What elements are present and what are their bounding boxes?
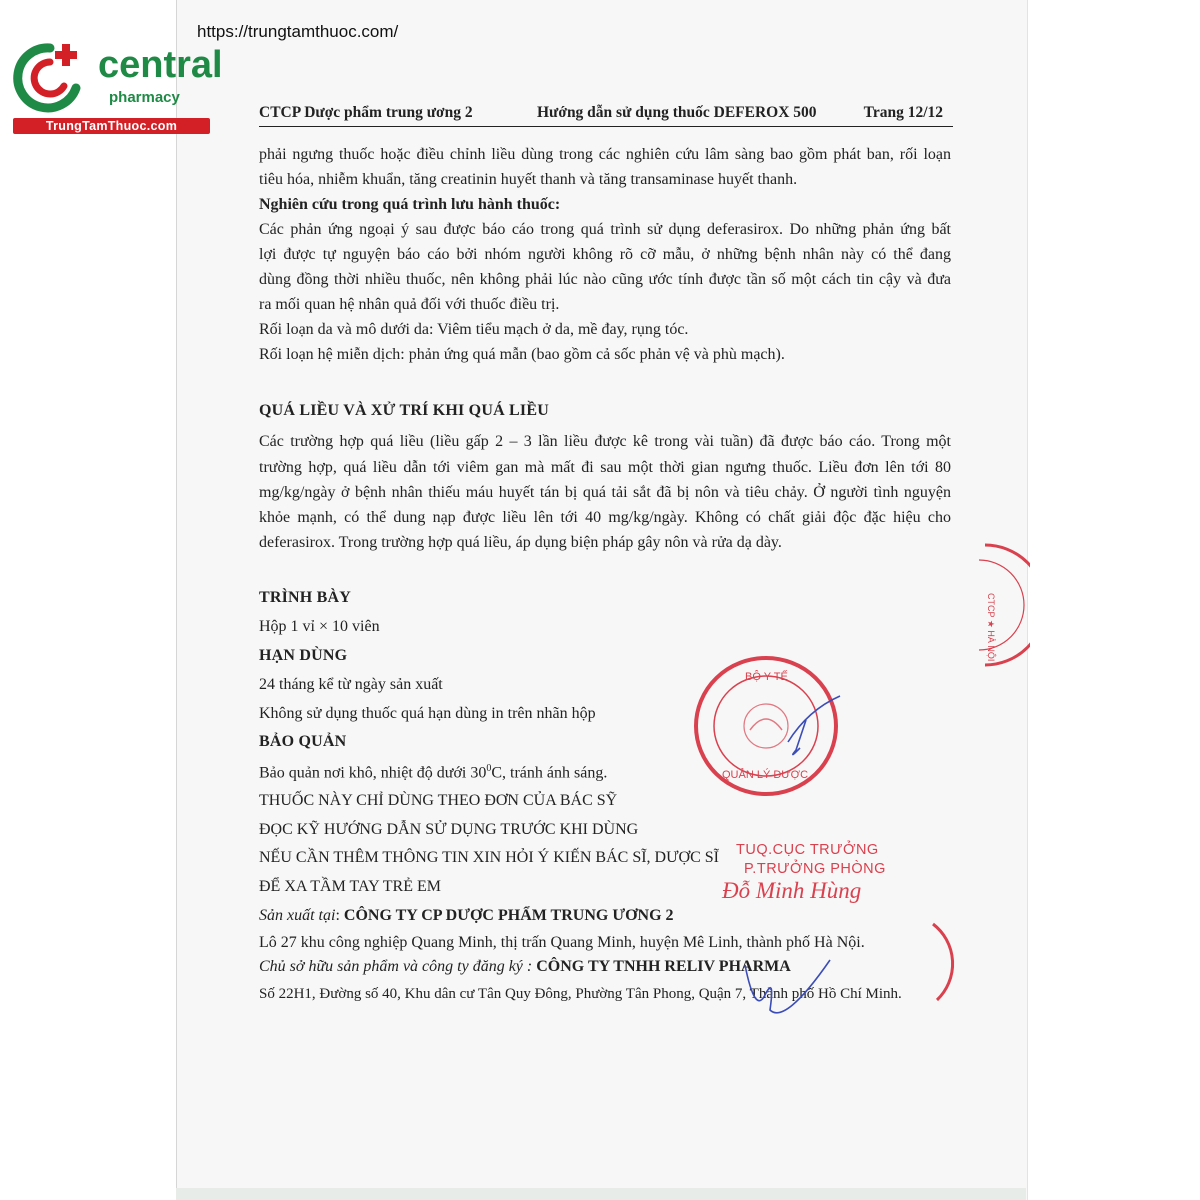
text-line: ra mối quan hệ nhân quả đối với thuốc điều trị. bbox=[259, 296, 560, 313]
logo-subtitle: pharmacy bbox=[109, 89, 180, 106]
presentation-text: Hộp 1 vỉ × 10 viên bbox=[259, 618, 380, 635]
section-heading-storage: BẢO QUẢN bbox=[259, 733, 347, 750]
warning-line: NẾU CẦN THÊM THÔNG TIN XIN HỎI Ý KIẾN BÁC SĨ, DƯỢC SĨ bbox=[259, 849, 719, 866]
text-line: trường hợp, quá liều dẫn tới viêm gan mà mất đi sau một thời gian ngưng thuốc. Liều đơn lên tới 80 bbox=[259, 459, 951, 476]
header-company: CTCP Dược phẩm trung ương 2 bbox=[259, 104, 473, 121]
text-line: lợi được tự nguyện báo cáo bởi nhóm người không rõ cỡ mẫu, ở những bệnh nhân này có thể đang bbox=[259, 246, 951, 263]
text-line: dùng đồng thời nhiều thuốc, nên không phải lúc nào cũng ước tính được tần số một cách tin cậy và đưa bbox=[259, 271, 951, 288]
storage-prefix: Bảo quản nơi khô, nhiệt độ dưới 30 bbox=[259, 764, 487, 782]
header-page-number: Trang 12/12 bbox=[863, 104, 943, 121]
text-line: deferasirox. Trong trường hợp quá liều, áp dụng biện pháp gây nôn và rửa dạ dày. bbox=[259, 534, 782, 551]
section-heading-shelf-life: HẠN DÙNG bbox=[259, 647, 348, 664]
storage-suffix: C, tránh ánh sáng. bbox=[491, 764, 608, 782]
text-line: Rối loạn da và mô dưới da: Viêm tiểu mạch ở da, mề đay, rụng tóc. bbox=[259, 321, 689, 338]
source-url[interactable]: https://trungtamthuoc.com/ bbox=[197, 22, 399, 41]
text-line: Các phản ứng ngoại ý sau được báo cáo trong quá trình sử dụng deferasirox. Do những phản ứng bất bbox=[259, 221, 951, 238]
scan-edge bbox=[176, 1188, 1026, 1200]
owner-line bbox=[259, 958, 791, 976]
manufacturer-line: Sản xuất tại: CÔNG TY CP DƯỢC PHẨM TRUNG ƯƠNG 2 bbox=[259, 907, 674, 924]
warning-line: ĐỂ XA TẦM TAY TRẺ EM bbox=[259, 878, 441, 895]
approval-signer-name: Đỗ Minh Hùng bbox=[722, 878, 862, 903]
section-heading-presentation: TRÌNH BÀY bbox=[259, 589, 352, 606]
header-title: Hướng dẫn sử dụng thuốc DEFEROX 500 bbox=[537, 104, 817, 121]
pharmacy-cross-logo-icon bbox=[10, 38, 96, 118]
brand-logo[interactable] bbox=[10, 38, 223, 138]
approval-title-1: TUQ.CỤC TRƯỞNG bbox=[736, 842, 879, 858]
storage-degree: 0 bbox=[486, 763, 492, 774]
text-line: Không sử dụng thuốc quá hạn dùng in trên nhãn hộp bbox=[259, 705, 596, 722]
signature-scribble-icon bbox=[735, 955, 845, 1035]
text-line: phải ngưng thuốc hoặc điều chỉnh liều dùng trong các nghiên cứu lâm sàng bao gồm phát ban, rối loạn bbox=[259, 146, 951, 163]
seal-top-text: BỘ Y TẾ bbox=[745, 671, 788, 683]
text-line: Các trường hợp quá liều (liều gấp 2 – 3 lần liều được kê trong vài tuần) đã được báo cáo. Trong một bbox=[259, 433, 951, 450]
text-line: khỏe mạnh, có thể dung nạp được liều lên tới 40 mg/kg/ngày. Không có chất giải độc đặc hiệu cho bbox=[259, 509, 951, 526]
manufacturer-address: Lô 27 khu công nghiệp Quang Minh, thị trấn Quang Minh, huyện Mê Linh, thành phố Hà Nội. bbox=[259, 934, 865, 951]
warning-line: ĐỌC KỸ HƯỚNG DẪN SỬ DỤNG TRƯỚC KHI DÙNG bbox=[259, 821, 639, 838]
seal-bottom-text: QUẢN LÝ DƯỢC bbox=[722, 769, 809, 781]
text-line: tiêu hóa, nhiễm khuẩn, tăng creatinin huyết thanh và tăng transaminase huyết thanh. bbox=[259, 171, 798, 188]
side-stamp-text: CTCP ★ HÀ NỘI bbox=[986, 593, 996, 662]
partial-stamp-icon bbox=[925, 920, 960, 1005]
owner-address: Số 22H1, Đường số 40, Khu dân cư Tân Quy Đông, Phường Tân Phong, Quận 7, Thành phố Hồ Chí Minh. bbox=[259, 986, 902, 1002]
storage-text bbox=[259, 763, 607, 782]
manufacturer-name: CÔNG TY CP DƯỢC PHẨM TRUNG ƯƠNG 2 bbox=[343, 907, 674, 924]
section-heading-postmarket: Nghiên cứu trong quá trình lưu hành thuốc: bbox=[259, 196, 561, 213]
logo-wordmark: central bbox=[98, 44, 223, 86]
owner-name: CÔNG TY TNHH RELIV PHARMA bbox=[536, 958, 791, 975]
section-heading-overdose: QUÁ LIỀU VÀ XỬ TRÍ KHI QUÁ LIỀU bbox=[259, 402, 549, 419]
text-line: 24 tháng kể từ ngày sản xuất bbox=[259, 676, 443, 693]
manufacturer-label: Sản xuất tại bbox=[259, 907, 336, 924]
text-line: Rối loạn hệ miễn dịch: phản ứng quá mẫn (bao gồm cả sốc phản vệ và phù mạch). bbox=[259, 346, 785, 363]
text-line: mg/kg/ngày ở bệnh nhân thiếu máu huyết tán bị quá tải sắt đã bị nôn và tiêu chảy. Ở người tình nguyện bbox=[259, 484, 951, 501]
company-side-stamp-icon bbox=[975, 540, 1030, 670]
logo-domain-band: TrungTamThuoc.com bbox=[13, 118, 210, 134]
owner-label: Chủ sở hữu sản phẩm và công ty đăng ký : bbox=[259, 958, 533, 975]
warning-line: THUỐC NÀY CHỈ DÙNG THEO ĐƠN CỦA BÁC SỸ bbox=[259, 792, 618, 809]
official-seal-icon bbox=[688, 650, 848, 800]
running-header bbox=[259, 104, 953, 127]
approval-title-2: P.TRƯỞNG PHÒNG bbox=[744, 861, 886, 877]
